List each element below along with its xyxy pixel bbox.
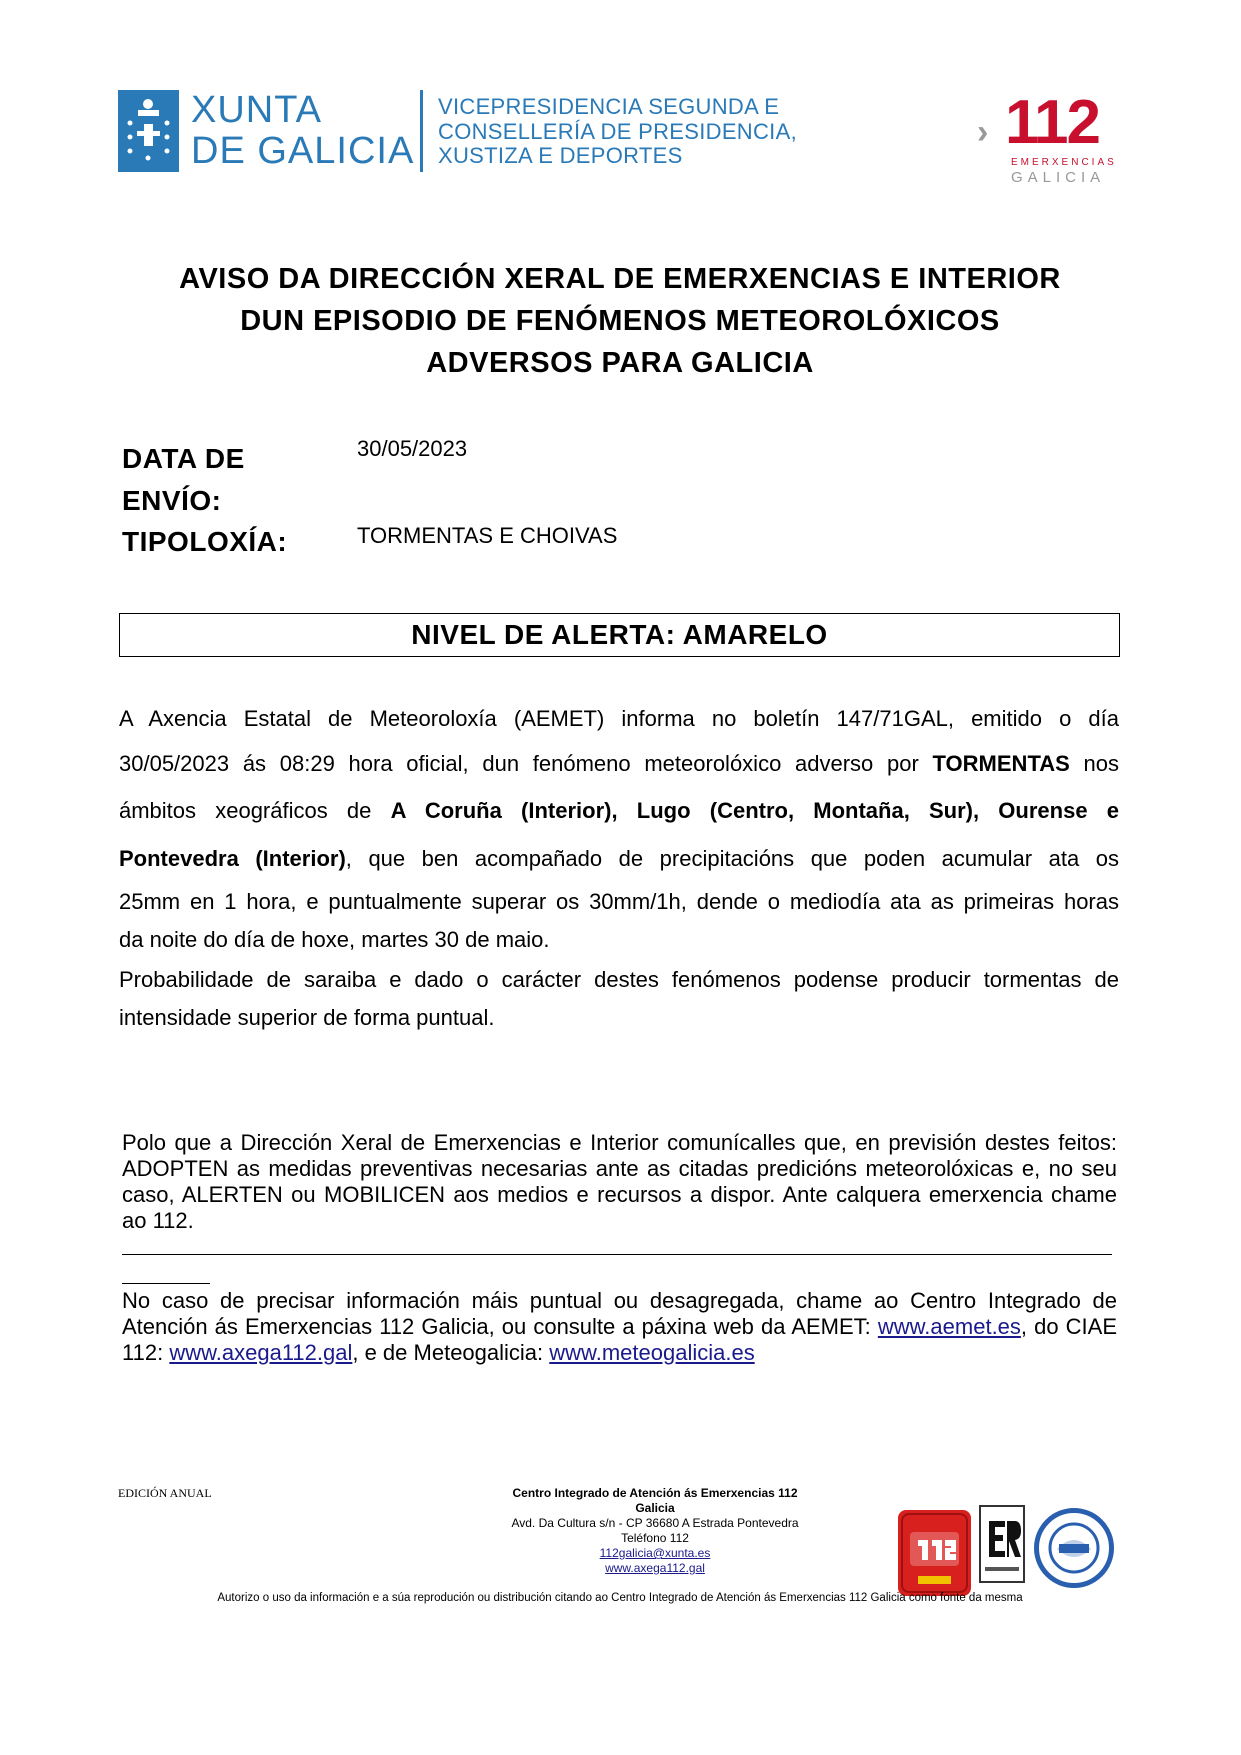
- bulletin-text: ámbitos xeográficos de: [119, 798, 391, 823]
- meteogalicia-link[interactable]: www.meteogalicia.es: [549, 1340, 755, 1365]
- axega-link[interactable]: www.axega112.gal: [169, 1340, 353, 1365]
- bulletin-text: 30/05/2023 ás 08:29 hora oficial, dun fenómeno meteorolóxico adverso por: [119, 751, 933, 776]
- department-line2: CONSELLERÍA DE PRESIDENCIA,: [438, 118, 797, 144]
- quality-112-certificate-badge: [898, 1510, 971, 1596]
- edition-label: EDICIÓN ANUAL: [118, 1486, 212, 1500]
- areas-highlight: A Coruña (Interior), Lugo (Centro, Montaña, Sur), Ourense e: [390, 798, 1119, 823]
- type-label: TIPOLOXÍA:: [122, 526, 288, 557]
- authorization-notice: Autorizo o uso da información e a súa reprodución ou distribución citando ao Centro Integrado de Atención ás Emerxencias 112 Galicia como fonte da mesma: [217, 1592, 1023, 1604]
- footer-address: Avd. Da Cultura s/n - CP 36680 A Estrada Pontevedra: [511, 1516, 799, 1530]
- bulletin-line: intensidade superior de forma puntual.: [119, 1005, 495, 1030]
- notice-paragraph: Polo que a Dirección Xeral de Emerxencias e Interior comunícalles que, en previsión destes feitos: ADOPTEN as medidas preventivas necesarias ante as citadas predicións meteorolóxicas e, no seu caso, ALERTEN ou MOBILICEN aos medios e recursos a dispor. Ante calquera emerxencia chame ao 112.: [122, 1130, 1117, 1233]
- title-line1: AVISO DA DIRECCIÓN XERAL DE EMERXENCIAS E INTERIOR: [179, 263, 1061, 295]
- divider-line: [122, 1254, 1112, 1255]
- footer-web-link[interactable]: www.axega112.gal: [605, 1561, 705, 1575]
- date-label-line1: DATA DE: [122, 443, 245, 474]
- info-text: , e de Meteogalicia:: [352, 1340, 550, 1365]
- bulletin-line: [119, 846, 1119, 872]
- aenor-er-certificate-badge: [979, 1505, 1025, 1583]
- bulletin-paragraph: [119, 0, 1119, 1050]
- info-paragraph: [122, 1288, 1117, 1366]
- alert-level-text: NIVEL DE ALERTA: AMARELO: [411, 619, 828, 650]
- logo112-number: 112: [1005, 88, 1100, 157]
- bulletin-line: 25mm en 1 hora, e puntualmente superar os 30mm/1h, dende o mediodía ata as primeiras horas: [119, 889, 1119, 914]
- department-line1: VICEPRESIDENCIA SEGUNDA E: [438, 94, 780, 119]
- footer-org-line1: Centro Integrado de Atención ás Emerxencias 112: [512, 1486, 798, 1500]
- type-value: TORMENTAS E CHOIVAS: [357, 523, 618, 548]
- bulletin-line: A Axencia Estatal de Meteoroloxía (AEMET) informa no boletín 147/71GAL, emitido o día: [119, 706, 1119, 731]
- info-text: No caso de precisar información máis puntual ou desagregada, chame ao Centro Integrado de Atención ás Emerxencias 112 Galicia, ou consulte a páxina web da AEMET:: [122, 1288, 1117, 1339]
- department-line3: XUSTIZA E DEPORTES: [438, 143, 683, 168]
- footer-org-line2: Galicia: [635, 1501, 675, 1515]
- footer-email-link[interactable]: 112galicia@xunta.es: [599, 1546, 711, 1560]
- aemet-link[interactable]: www.aemet.es: [877, 1314, 1021, 1339]
- footer-contact: [455, 1486, 855, 1576]
- footer-phone: Teléfono 112: [621, 1531, 689, 1545]
- title-line2: DUN EPISODIO DE FENÓMENOS METEOROLÓXICOS: [240, 305, 1000, 337]
- date-label-line2: ENVÍO:: [122, 485, 222, 516]
- bulletin-line: [119, 798, 1119, 824]
- bulletin-text: , que ben acompañado de precipitacións que poden acumular ata os: [345, 846, 1119, 871]
- bulletin-line: Probabilidade de saraiba e dado o carácter destes fenómenos podense producir tormentas de: [119, 967, 1119, 992]
- title-line3: ADVERSOS PARA GALICIA: [426, 347, 814, 379]
- bulletin-line: [119, 751, 1119, 777]
- xunta-line1: XUNTA: [191, 89, 322, 131]
- logo112-line1: EMERXENCIAS: [1011, 157, 1117, 168]
- logo112-line2: GALICIA: [1011, 169, 1106, 186]
- divider-line-short: [122, 1283, 210, 1284]
- chevron-right-icon: ›: [977, 113, 989, 151]
- iqnet-certificate-badge: [1034, 1508, 1114, 1588]
- phenomenon-highlight: TORMENTAS: [932, 751, 1070, 776]
- info-text: , do CIAE 112:: [122, 1314, 1117, 1365]
- bulletin-text: nos: [1069, 751, 1119, 776]
- bulletin-line: da noite do día de hoxe, martes 30 de maio.: [119, 927, 550, 952]
- xunta-line2: DE GALICIA: [191, 130, 415, 172]
- date-value: 30/05/2023: [357, 436, 468, 461]
- areas-highlight: Pontevedra (Interior): [119, 846, 346, 871]
